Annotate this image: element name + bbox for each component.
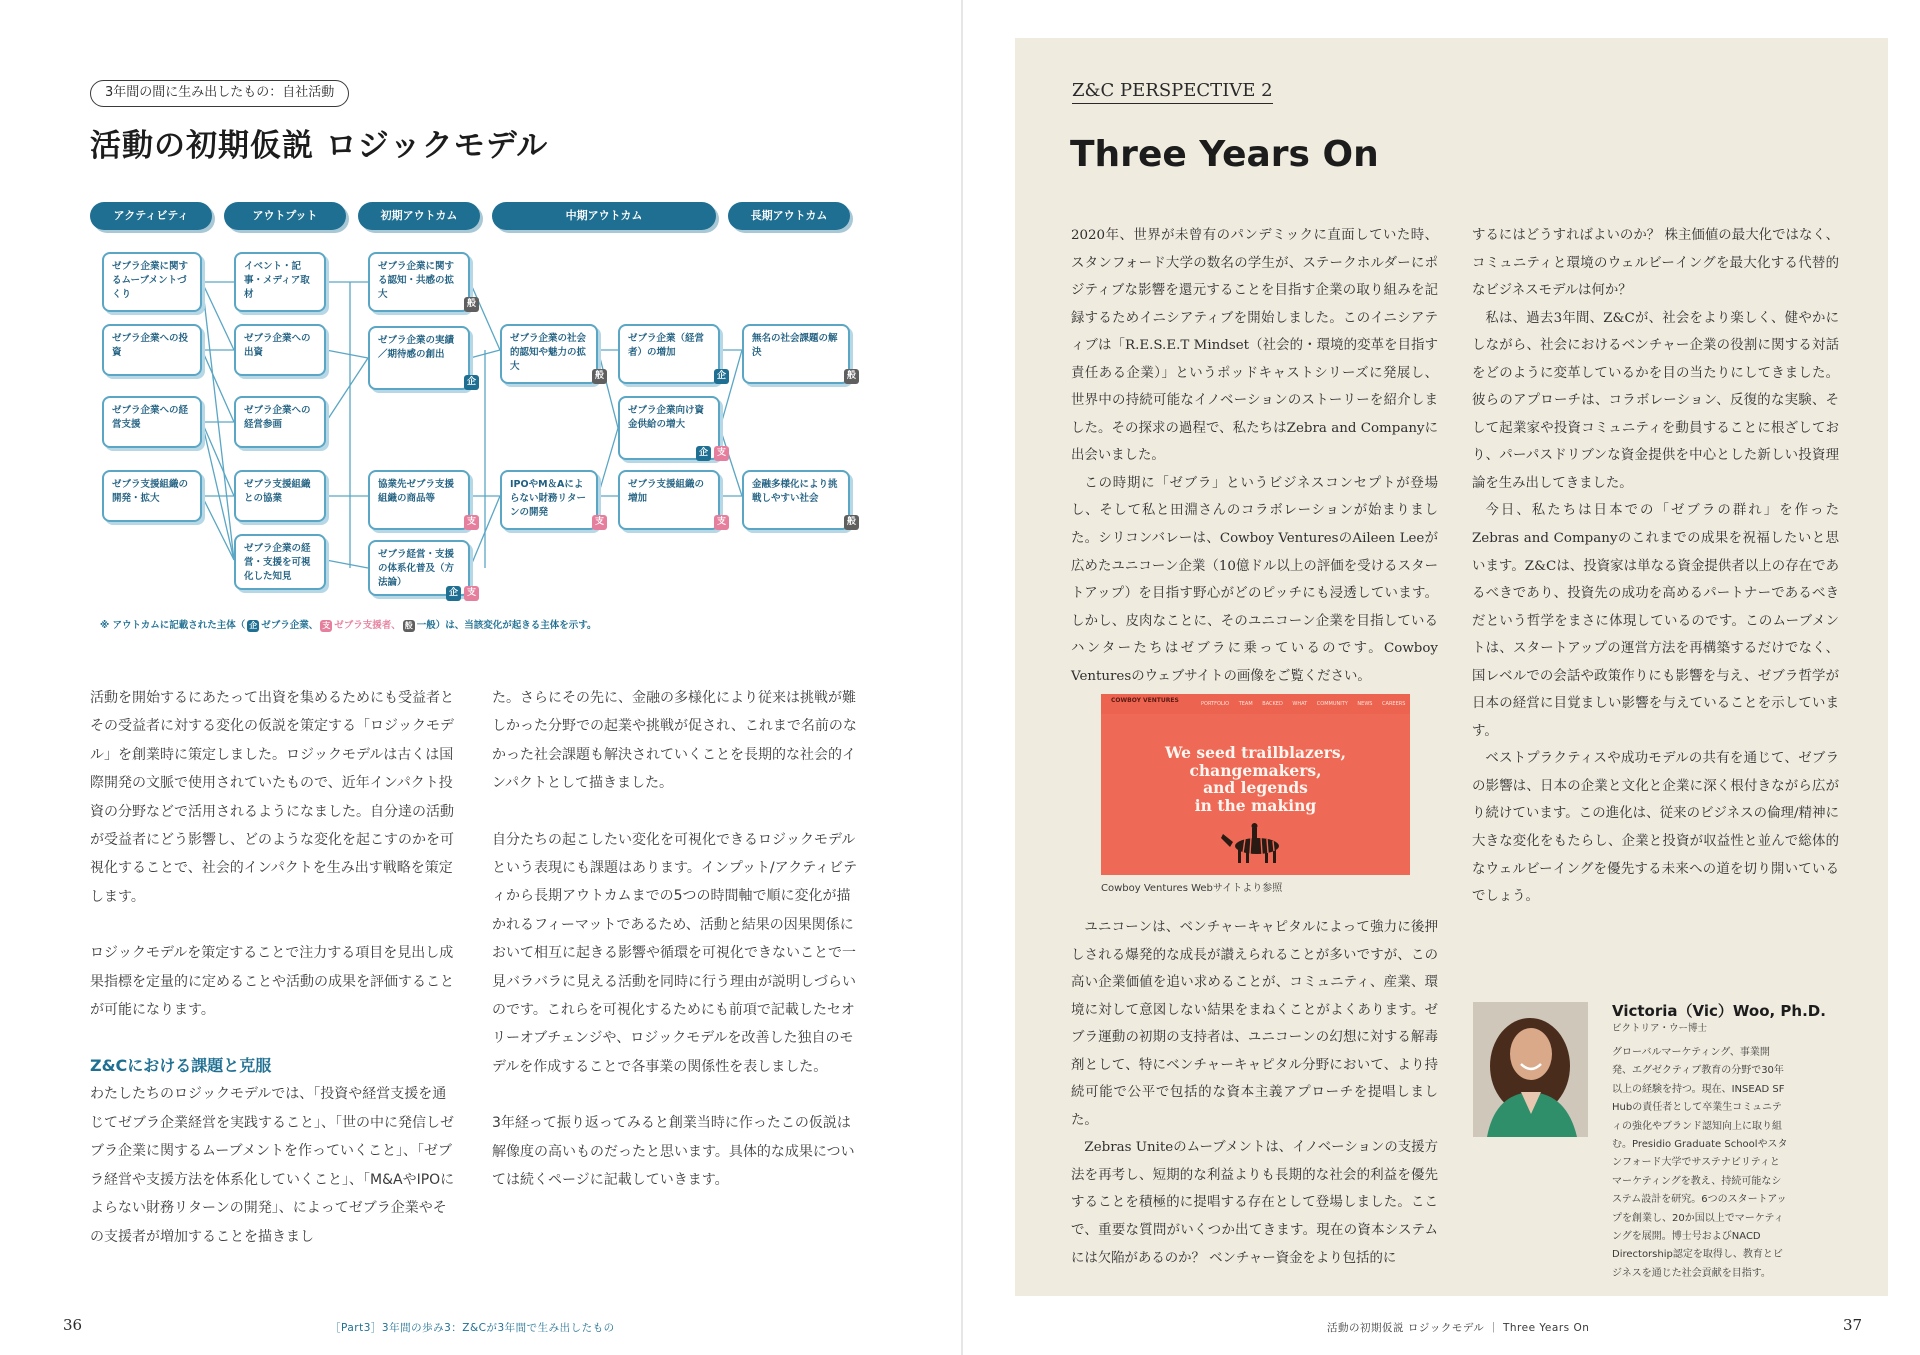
zebra-rider-icon	[1215, 820, 1295, 864]
paragraph: この時期に「ゼブラ」というビジネスコンセプトが登場し、そして私と田淵さんのコラボレーションが始まりました。シリコンバレーは、Cowboy VenturesのAileen Leeが広めたユニコーン企業（10億ドル以上の評価を受けるスタートアップ）を目指す野心がどのピッチにも浸透しています。しかし、皮肉なことに、そのユニコーン企業を目指しているハンターたちはゼブラに乗っているのです。Cowboy Venturesのウェブサイトの画像をご覧ください。	[1071, 475, 1438, 684]
author-bio: グローバルマーケティング、事業開発、エグゼクティブ教育の分野で30年以上の経験を持つ。現在、INSEAD SF Hubの責任者として卒業生コミュニティの強化やブランド認知向上に取り組む。Presidio Graduate Schoolやスタンフォード大学でサステナビリティとマーケティングを教え、持続可能なシステム設計を研究。6つのスタートアップを創業し、20か国以上でマーケティングを展開。博士号およびNACD Directorship認定を取得し、教育とビジネスを通じた社会貢献を目指す。	[1612, 1047, 1788, 1279]
tag-supporter: 支	[464, 515, 479, 530]
node-output-investment: ゼブラ企業への出資	[234, 324, 326, 376]
node-mid-supporter-increase: ゼブラ支援組織の増加	[618, 470, 720, 530]
screenshot-logo: COWBOY VENTURES	[1111, 697, 1179, 704]
subheading: Z&Cにおける課題と克服	[90, 1056, 272, 1076]
paragraph: するにはどうすればよいのか？ 株主価値の最大化ではなく、コミュニティと環境のウェルビーイングを最大化する代替的なビジネスモデルは何か？	[1472, 228, 1839, 299]
paragraph: た。さらにその先に、金融の多様化により従来は挑戦が難しかった分野での起業や挑戦が促され、これまで名前のなかった社会課題も解決されていくことを長期的な社会的インパクトとして描きました。	[492, 690, 857, 792]
screenshot-nav-item: PORTFOLIO	[1201, 701, 1230, 707]
phase-initial-outcome: 初期アウトカム	[358, 202, 480, 230]
running-head-left: ［Part3］3年間の歩み3：Z&Cが3年間で生み出したもの	[330, 1322, 615, 1334]
diagram-legend	[100, 617, 597, 632]
paragraph: ユニコーンは、ベンチャーキャピタルによって強力に後押しされる爆発的な成長が讃えられることが多いですが、この高い企業価値を追い求めることが、コミュニティ、産業、環境に対して意図しない結果をまねくことがよくあります。ゼブラ運動の初期の支持者は、ユニコーンの幻想に対する解毒剤として、特にベンチャーキャピタル分野において、より持続可能で公平で包括的な資本主義アプローチを提唱しました。	[1071, 920, 1438, 1128]
paragraph: 今日、私たちは日本での「ゼブラの群れ」を作ったZebras and Companyのこれまでの成果を祝福したいと思います。Z&Cは、投資家は単なる資金提供者以上の存在であるべきであり、投資先の成功を高めるパートナーであるべきだという哲学をまさに体現しているのです。このムーブメントは、スタートアップの運営方法を再構築するだけでなく、国レベルでの会話や政策作りにも影響を与え、ゼブラ哲学が日本の経営に目覚ましい影響を与えていることを示しています。	[1472, 503, 1839, 739]
paragraph: 私は、過去3年間、Z&Cが、社会をより楽しく、健やかにしながら、社会におけるベンチャー企業の役割に関する対話をどのように変革しているかを目の当たりにしてきました。彼らのアプローチは、コラボレーション、反復的な実験、そして起業家や投資コミュニティを動員することに根ざしており、パーパスドリブンな資金提供を中心とした新しい投資理論を生み出してきました。	[1472, 310, 1839, 491]
page-title: 活動の初期仮説 ロジックモデル	[90, 128, 549, 164]
diagram-connectors	[90, 198, 860, 630]
node-output-collab: ゼブラ支援組織との協業	[234, 470, 326, 522]
right-column-1-bottom	[1071, 914, 1438, 1272]
legend-supporter-label: ゼブラ支援者、	[334, 620, 401, 631]
node-output-knowledge: ゼブラ企業の経営・支援を可視化した知見	[234, 534, 326, 590]
cowboy-ventures-screenshot	[1101, 694, 1410, 875]
perspective-title: Three Years On	[1070, 134, 1379, 175]
tag-general: 般	[844, 515, 859, 530]
node-activity-org-dev: ゼブラ支援組織の開発・拡大	[102, 470, 202, 522]
legend-prefix: ※ アウトカムに記載された主体（	[100, 620, 246, 631]
paragraph: 活動を開始するにあたって出資を集めるためにも受益者とその受益者に対する変化の仮説を策定する「ロジックモデル」を創業時に策定しました。ロジックモデルは古くは国際開発の文脈で使用されていたもので、近年インパクト投資の分野などで活用されるようになました。自分達の活動が受益者にどう影響し、どのような変化を起こすのかを可視化することで、社会的インパクトを生み出す戦略を策定します。	[90, 690, 454, 905]
tag-general: 般	[844, 369, 859, 384]
tag-company: 企	[464, 375, 479, 390]
phase-output: アウトプット	[224, 202, 346, 230]
node-initial-track-record: ゼブラ企業の実績／期待感の創出	[368, 326, 470, 390]
screenshot-nav-item: NEWS	[1357, 701, 1373, 707]
paragraph: ロジックモデルを策定することで注力する項目を見出し成果指標を定量的に定めることや活動の成果を評価することが可能になります。	[90, 945, 454, 1019]
screenshot-headline-line: changemakers,	[1189, 760, 1322, 780]
node-initial-awareness: ゼブラ企業に関する認知・共感の拡大	[368, 252, 470, 312]
legend-general-label: 一般）は、当該変化が起きる主体を示す。	[416, 620, 597, 631]
paragraph: ベストプラクティスや成功モデルの共有を通じて、ゼブラの影響は、日本の企業と文化と企業に深く根付きながら広がり続けています。この進化は、従来のビジネスの倫理/精神に大きな変化をもたらし、企業と投資が収益性と並んで総体的なウェルビーイングを優先する未来への道を切り開いているでしょう。	[1472, 751, 1839, 905]
phase-activity: アクティビティ	[90, 202, 212, 230]
page-number-right: 37	[1843, 1316, 1863, 1334]
node-initial-partner-products: 協業先ゼブラ支援組織の商品等	[368, 470, 470, 530]
right-column-2	[1472, 222, 1839, 911]
screenshot-caption: Cowboy Ventures Webサイトより参照	[1101, 883, 1283, 894]
phase-long-outcome: 長期アウトカム	[728, 202, 850, 230]
right-column-1-top	[1071, 222, 1438, 690]
legend-general-icon: 般	[404, 620, 413, 630]
page-number-left: 36	[63, 1316, 83, 1334]
author-name: Victoria（Vic）Woo, Ph.D.	[1612, 1002, 1826, 1020]
section-label: 3年間の間に生み出したもの：自社活動	[90, 80, 349, 107]
node-mid-zebra-increase: ゼブラ企業（経営者）の増加	[618, 324, 720, 384]
legend-supporter-icon: 支	[322, 620, 331, 630]
legend-company-icon: 企	[249, 620, 258, 630]
node-activity-invest: ゼブラ企業への投資	[102, 324, 202, 376]
legend-company-label: ゼブラ企業、	[261, 620, 319, 631]
node-output-management: ゼブラ企業への経営参画	[234, 396, 326, 448]
node-mid-social-recognition: ゼブラ企業の社会的認知や魅力の拡大	[500, 324, 598, 384]
paragraph: 2020年、世界が未曾有のパンデミックに直面していた時、スタンフォード大学の数名の学生が、ステークホルダーにポジティブな影響を還元することを目指す企業の取り組みを記録するためイニシアティブを開始しました。このイニシアティブは「R.E.S.E.T Mindset（社会的・環境的変革を目指す責任ある企業）」というポッドキャストシリーズに発展し、世界中の持続可能なイノベーションのストーリーを紹介しました。その探求の過程で、私たちはZebra and Companyに出会いました。	[1071, 228, 1438, 464]
logic-model-diagram	[90, 198, 860, 630]
running-head-right: 活動の初期仮説 ロジックモデル ｜ Three Years On	[1327, 1322, 1590, 1334]
screenshot-nav-item: TEAM	[1238, 701, 1253, 707]
tag-supporter: 支	[714, 515, 729, 530]
tag-general: 般	[464, 297, 479, 312]
node-output-media: イベント・記事・メディア取材	[234, 252, 326, 312]
screenshot-headline-line: in the making	[1194, 795, 1317, 815]
tag-company: 企	[696, 446, 711, 461]
paragraph: Zebras Uniteのムーブメントは、イノベーションの支援方法を再考し、短期的な利益よりも長期的な社会的利益を優先することを積極的に提唱する存在として登場しました。ここで、重要な質問がいくつか出てきます。現在の資本システムには欠陥があるのか？ ベンチャー資金をより包括的に	[1071, 1140, 1438, 1266]
node-long-social-issues: 無名の社会課題の解決	[742, 324, 850, 384]
tag-supporter: 支	[714, 446, 729, 461]
left-body-column-2	[492, 684, 862, 1195]
screenshot-nav-item: COMMUNITY	[1316, 701, 1348, 707]
screenshot-nav	[1201, 701, 1405, 707]
screenshot-navbar	[1101, 694, 1410, 714]
phase-mid-outcome: 中期アウトカム	[492, 202, 716, 230]
perspective-kicker: Z&C PERSPECTIVE 2	[1072, 80, 1273, 104]
tag-general: 般	[592, 369, 607, 384]
node-initial-methodology: ゼブラ経営・支援の体系化普及（方法論）	[368, 540, 470, 596]
node-mid-financial-return: IPOやM＆Aによらない財務リターンの開発	[500, 470, 598, 530]
node-activity-support: ゼブラ企業への経営支援	[102, 396, 202, 448]
tag-company: 企	[446, 586, 461, 601]
paragraph: わたしたちのロジックモデルでは、「投資や経営支援を通じてゼブラ企業経営を実践すること」、「世の中に発信しゼブラ企業に関するムーブメントを作っていくこと」、「ゼブラ経営や支援方法を体系化していくこと」、「M&AやIPOによらない財務リターンの開発」、によってゼブラ企業やその支援者が増加することを描きまし	[90, 1086, 455, 1245]
screenshot-nav-item: CAREERS	[1382, 701, 1406, 707]
node-long-diverse-finance: 金融多様化により挑戦しやすい社会	[742, 470, 850, 530]
node-mid-funding-increase: ゼブラ企業向け資金供給の増大	[618, 396, 720, 460]
tag-company: 企	[714, 369, 729, 384]
screenshot-headline-line: We seed trailblazers,	[1165, 743, 1346, 762]
author-portrait-icon	[1473, 1002, 1588, 1137]
paragraph: 3年経って振り返ってみると創業当時に作ったこの仮説は解像度の高いものだったと思います。具体的な成果については続くページに記載していきます。	[492, 1115, 855, 1189]
node-activity-movement: ゼブラ企業に関するムーブメントづくり	[102, 252, 202, 312]
left-body-column-1	[90, 684, 460, 1251]
paragraph: 自分たちの起こしたい変化を可視化できるロジックモデルという表現にも課題はあります。インプット/アクティビティから長期アウトカムまでの5つの時間軸で順に変化が描かれるフィーマットであるため、活動と結果の因果関係において相互に起きる影響や循環を可視化できないことで一見バラバラに見える活動を同時に行う理由が説明しづらいのです。これらを可視化するためにも前項で記載したセオリーオブチェンジや、ロジックモデルを改善した独自のモデルを作成することで各事業の関係性を表しました。	[492, 831, 858, 1075]
author-photo	[1473, 1002, 1588, 1137]
screenshot-headline-line: and legends	[1203, 778, 1308, 797]
tag-supporter: 支	[592, 515, 607, 530]
tag-supporter: 支	[464, 586, 479, 601]
author-name-kana: ビクトリア・ウー博士	[1612, 1023, 1708, 1034]
screenshot-nav-item: BACKED WHAT	[1262, 701, 1308, 707]
screenshot-headline	[1101, 744, 1410, 814]
